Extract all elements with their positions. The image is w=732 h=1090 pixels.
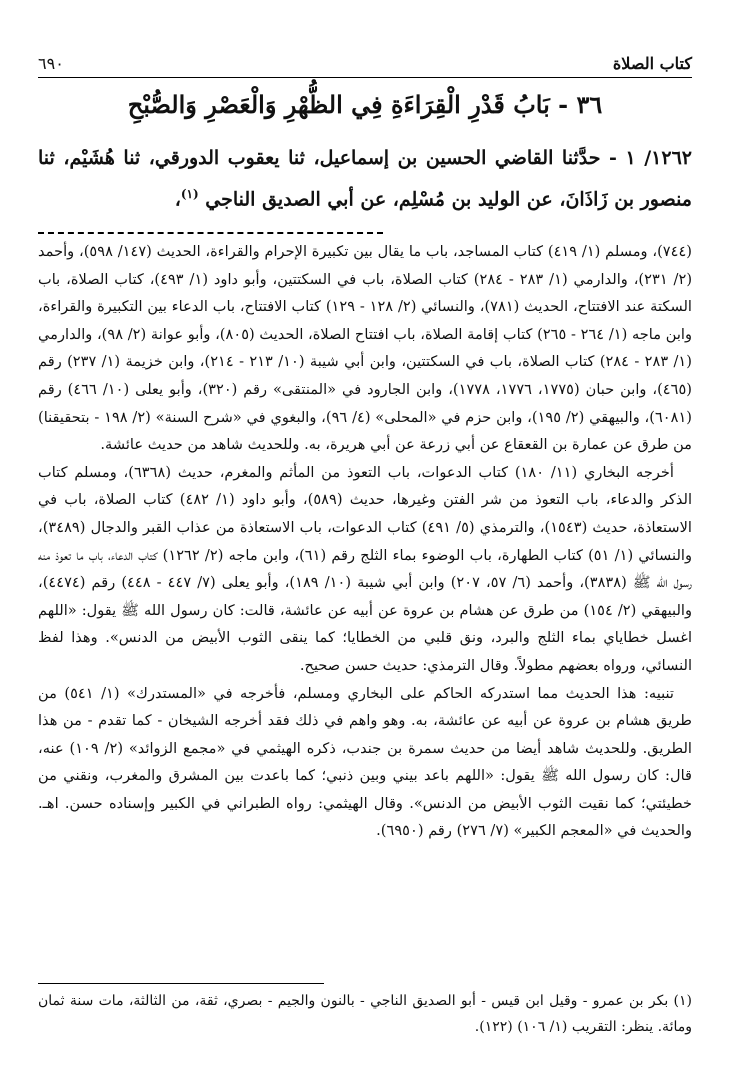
footnote-ref: (١) <box>180 187 199 201</box>
note-paragraph: (٧٤٤)، ومسلم (١/ ٤١٩) كتاب المساجد، باب ما يقال بين تكبيرة الإحرام والقراءة، الحديث (١٤٧/ ٥٩٨)، وأحمد (٢/ ٢٣١)، والدارمي (١/ ٢٨٣ - ٢٨٤) كتاب الصلاة، باب في السكتتين، وأبو داود (١/ ٤٩٣)، كتاب الصلاة، باب السكتة عند الافتتاح، الحديث (٧٨١)، والنسائي (٢/ ١٢٨ - ١٢٩) كتاب الافتتاح، باب الدعاء بين التكبيرة والقراءة، وابن ماجه (١/ ٢٦٤ - ٢٦٥) كتاب إقامة الصلاة، باب افتتاح الصلاة، الحديث (٨٠٥)، وأبو عوانة (٢/ ٩٨)، والدارمي (١/ ٢٨٣ - ٢٨٤) كتاب الصلاة، باب في السكتتين، وابن أبي شيبة (١٠/ ٢١٣ - ٢١٤)، وابن خزيمة (١/ ٢٣٧) رقم (٤٦٥)، وابن حبان (١٧٧٥، ١٧٧٦، ١٧٧٨)، وابن الجارود في «المنتقى» رقم (٣٢٠)، وأبو يعلى (١٠/ ٤٦٦) رقم (٦٠٨١)، والبيهقي (٢/ ١٩٥)، وابن حزم في «المحلى» (٤/ ٩٦)، والبغوي في «شرح السنة» (٢/ ١٩٨ - بتحقيقنا) من طرق عن عمارة بن القعقاع عن أبي زرعة عن أبي هريرة، به. وللحديث شاهد من حديث عائشة. <box>38 243 693 454</box>
chapter-heading: ٣٦ - بَابُ قَدْرِ الْقِرَاءَةِ فِي الظُّهْرِ وَالْعَصْرِ وَالصُّبْحِ <box>127 90 603 119</box>
book-title: كتاب الصلاة <box>612 54 692 73</box>
hadith-trail: ، <box>174 188 181 211</box>
footnote <box>38 988 692 1040</box>
dashed-divider <box>38 232 383 234</box>
footnote-divider <box>38 983 324 984</box>
hadith-text <box>38 140 692 217</box>
notes-section <box>38 238 692 845</box>
note-paragraph: تنبيه: هذا الحديث مما استدركه الحاكم على البخاري ومسلم، فأخرجه في «المستدرك» (١/ ٥٤١) من طريق هشام بن عروة عن أبيه عن عائشة، به. وهو واهم في ذلك فقد أخرجه الشيخان - كما تقدم - من هذا الطريق. وللحديث شاهد أيضا من حديث سمرة بن جندب، ذكره الهيثمي في «مجمع الزوائد» (٢/ ١٠٩) عنه، قال: كان رسول الله ﷺ يقول: «اللهم باعد بيني وبين ذنبي؛ كما باعدت بين المشرق والمغرب، ونقني من خطيئتي؛ كما نقيت الثوب الأبيض من الدنس». وقال الهيثمي: رواه الطبراني في الكبير وإسناده حسن. اهـ. والحديث في «المعجم الكبير» (٧/ ٢٧٦) رقم (٦٩٥٠). <box>38 684 692 840</box>
footnote-text: (١) بكر بن عمرو - وقيل ابن قيس - أبو الصديق الناجي - بالنون والجيم - بصري، ثقة، من الثالثة، مات سنة ثمان ومائة. ينظر: التقريب (١/ ١٠٦) (١٢٢). <box>38 993 692 1035</box>
note-paragraph: أخرجه البخاري (١١/ ١٨٠) كتاب الدعوات، باب التعوذ من المأثم والمغرم، حديث (٦٣٦٨)، ومسلم كتاب الذكر والدعاء، باب التعوذ من شر الفتن وغيرها، حديث (٥٨٩)، وأبو داود (١/ ٤٨٢) كتاب الصلاة، باب في الاستعاذة، حديث (١٥٤٣)، والترمذي (٥/ ٤٩١) كتاب الدعوات، باب الاستعاذة من عذاب القبر والدجال (٣٤٨٩)، والنسائي (١/ ٥١) كتاب الطهارة، باب الوضوء بماء الثلج رقم (٦١)، وابن ماجه (٢/ ١٢٦٢) كتاب الدعاء، باب ما تعوذ منه رسول الله ﷺ (٣٨٣٨)، وأحمد (٦/ ٥٧، ٢٠٧) وابن أبي شيبة (١٠/ ١٨٩)، وأبو يعلى (٧/ ٤٤٧ - ٤٤٨) رقم (٤٤٧٤)، والبيهقي (٢/ ١٥٤) من طرق عن هشام بن عروة عن أبيه عن عائشة، قالت: كان رسول الله ﷺ يقول: «اللهم اغسل خطاياي بماء الثلج والبرد، ونق قلبي من الخطايا؛ كما ينقى الثوب الأبيض من الدنس». وهذا لفظ النسائي، ورواه بعضهم مطولاً. وقال الترمذي: حديث حسن صحيح. <box>38 463 693 674</box>
page-number: ٦٩٠ <box>38 54 64 73</box>
hadith-body: ١٢٦٢/ ١ - حدَّثنا القاضي الحسين بن إسماعيل، ثنا يعقوب الدورقي، ثنا هُشَيْم، ثنا منصور بن زَاذَانَ، عن الوليد بن مُسْلِم، عن أبي الصديق الناجي <box>38 147 692 211</box>
page-header <box>38 52 692 78</box>
page <box>38 0 692 1090</box>
